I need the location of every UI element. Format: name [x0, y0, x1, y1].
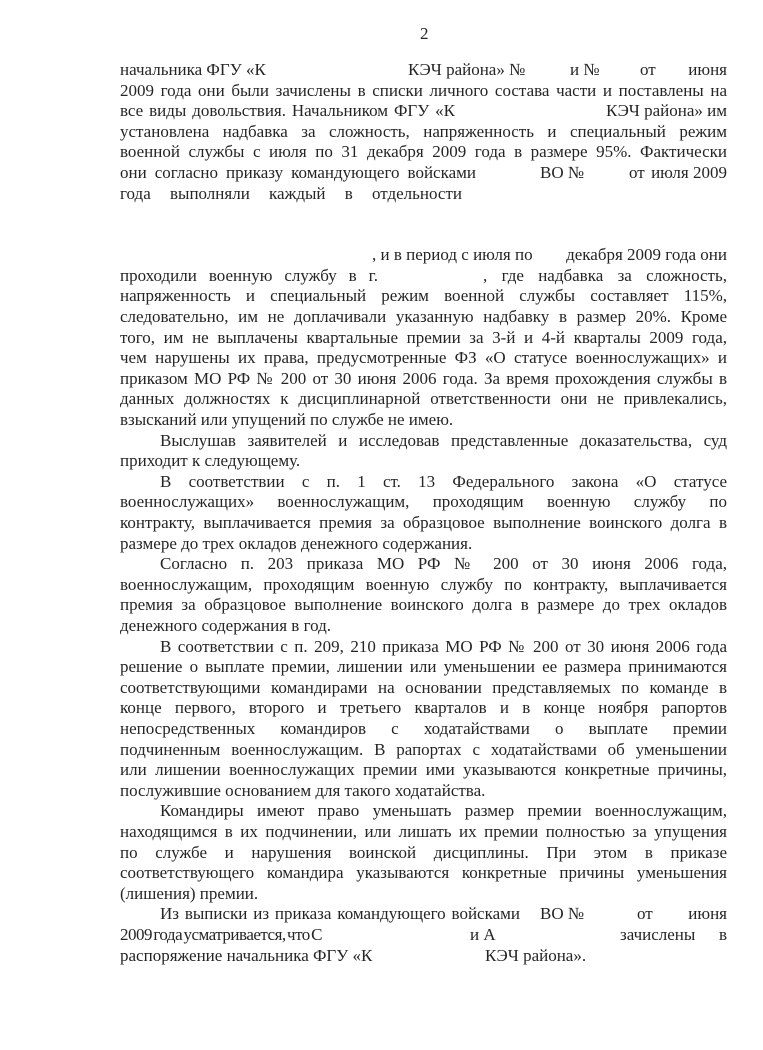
page-number: 2: [420, 24, 429, 43]
text-line-12: того, им не выплачены квартальные премии за 3-й и 4-й кварталы 2009 года,: [120, 327, 727, 347]
text-line-34: послужившие основанием для такого ходатайства.: [120, 780, 486, 800]
text-line-9-segment-1: проходили военную службу в г.: [120, 265, 378, 285]
text-line-6-segment-1: они согласно приказу командующего войсками: [120, 163, 476, 182]
text-line-41-segment-2: и А: [470, 925, 496, 944]
text-line-21: контракту, выплачивается премия за образцовое выполнение воинского долга в: [120, 513, 727, 532]
text-line-42-segment-2: КЭЧ района».: [485, 945, 587, 965]
text-line-1-segment-3: и №: [570, 60, 600, 79]
text-line-38: соответствующего командира указываются конкретные причины уменьшения: [120, 863, 727, 883]
text-line-32: подчиненным военнослужащим. В рапортах с ходатайствами об уменьшении: [120, 739, 727, 759]
text-line-1-segment-2: КЭЧ района» №: [408, 60, 526, 79]
text-line-28: решение о выплате премии, лишении или уменьшении ее размера принимаются: [120, 657, 727, 677]
text-line-8-segment-1: , и в период с июля по: [372, 245, 533, 265]
text-line-23: Согласно п. 203 приказа МО РФ № 200 от 30 июня 2006 года,: [160, 554, 727, 574]
text-line-3-segment-2: КЭЧ района» им: [606, 101, 727, 121]
text-line-6-segment-2: ВО №: [540, 163, 585, 182]
text-line-2: 2009 года они были зачислены в списки личного состава части и поставлены на: [120, 80, 727, 100]
text-line-22: размере до трех окладов денежного содержания.: [120, 533, 473, 553]
text-line-42-segment-1: распоряжение начальника ФГУ «К: [120, 945, 373, 965]
text-line-19: В соответствии с п. 1 ст. 13 Федерального закона «О статусе: [160, 471, 727, 491]
text-line-5: военной службы с июля по 31 декабря 2009 года в размере 95%. Фактически: [120, 142, 727, 162]
text-line-7: года выполняли каждый в отдельности: [120, 183, 462, 203]
text-line-36: находящимся в их подчинении, или лишать их премии полностью за упущения: [120, 822, 727, 841]
text-line-40-segment-2: ВО №: [540, 904, 585, 924]
text-line-27: В соответствии с п. 209, 210 приказа МО РФ № 200 от 30 июня 2006 года: [160, 636, 727, 656]
text-line-40-segment-3: от: [637, 904, 653, 924]
text-line-37: по службе и нарушения воинской дисциплины. При этом в приказе: [120, 842, 727, 862]
text-line-6-segment-4: июля 2009: [651, 163, 727, 182]
text-line-31: непосредственных командиров с ходатайствами о выплате премии: [120, 719, 727, 738]
text-line-18: приходит к следующему.: [120, 451, 301, 471]
text-line-20: военнослужащих» военнослужащим, проходящим военную службу по: [120, 492, 727, 512]
text-line-41-segment-3: зачислены в: [620, 925, 727, 944]
text-line-4: установлена надбавка за сложность, напряженность и специальный режим: [120, 121, 727, 141]
text-line-10: напряженность и специальный режим военной службы составляет 115%,: [120, 286, 727, 306]
text-line-39: (лишения) премии.: [120, 883, 259, 903]
text-line-1-segment-5: июня: [688, 60, 727, 79]
text-line-1-segment-4: от: [640, 60, 656, 79]
text-line-9-segment-2: , где надбавка за сложность,: [483, 265, 727, 285]
text-line-6-segment-3: от: [629, 163, 645, 182]
text-line-1-segment-1: начальника ФГУ «К: [120, 60, 266, 79]
text-line-17: Выслушав заявителей и исследовав представленные доказательства, суд: [160, 430, 727, 450]
text-line-16: взысканий или упущений по службе не имею.: [120, 410, 454, 429]
text-line-40-segment-1: Из выписки из приказа командующего войсками: [160, 904, 520, 924]
text-line-24: военнослужащим, проходящим военную службу по контракту, выплачивается: [120, 574, 727, 594]
text-line-30: конце первого, второго и третьего кварталов и в конце ноября рапортов: [120, 698, 727, 718]
text-line-33: или лишении военнослужащих премии ими указываются конкретные причины,: [120, 760, 727, 780]
text-line-13: чем нарушены их права, предусмотренные ФЗ «О статусе военнослужащих» и: [120, 348, 727, 368]
text-line-29: соответствующими командирами на основании представляемых по команде в: [120, 677, 727, 697]
text-line-35: Командиры имеют право уменьшать размер премии военнослужащим,: [160, 801, 727, 821]
text-line-25: премия за образцовое выполнение воинского долга в размере до трех окладов: [120, 595, 727, 615]
text-line-3-segment-1: все виды довольствия. Начальником ФГУ «К: [120, 101, 455, 121]
text-line-40-segment-4: июня: [688, 904, 727, 924]
text-line-8-segment-2: декабря 2009 года они: [566, 245, 727, 265]
text-line-41-segment-1: 2009 года усматривается, что С: [120, 925, 322, 944]
text-line-26: денежного содержания в год.: [120, 616, 332, 635]
text-line-14: приказом МО РФ № 200 от 30 июня 2006 года. За время прохождения службы в: [120, 368, 727, 388]
text-line-11: следовательно, им не доплачивали указанную надбавку в размер 20%. Кроме: [120, 307, 727, 326]
text-line-15: данных должностях к дисциплинарной ответственности они не привлекались,: [120, 389, 727, 409]
